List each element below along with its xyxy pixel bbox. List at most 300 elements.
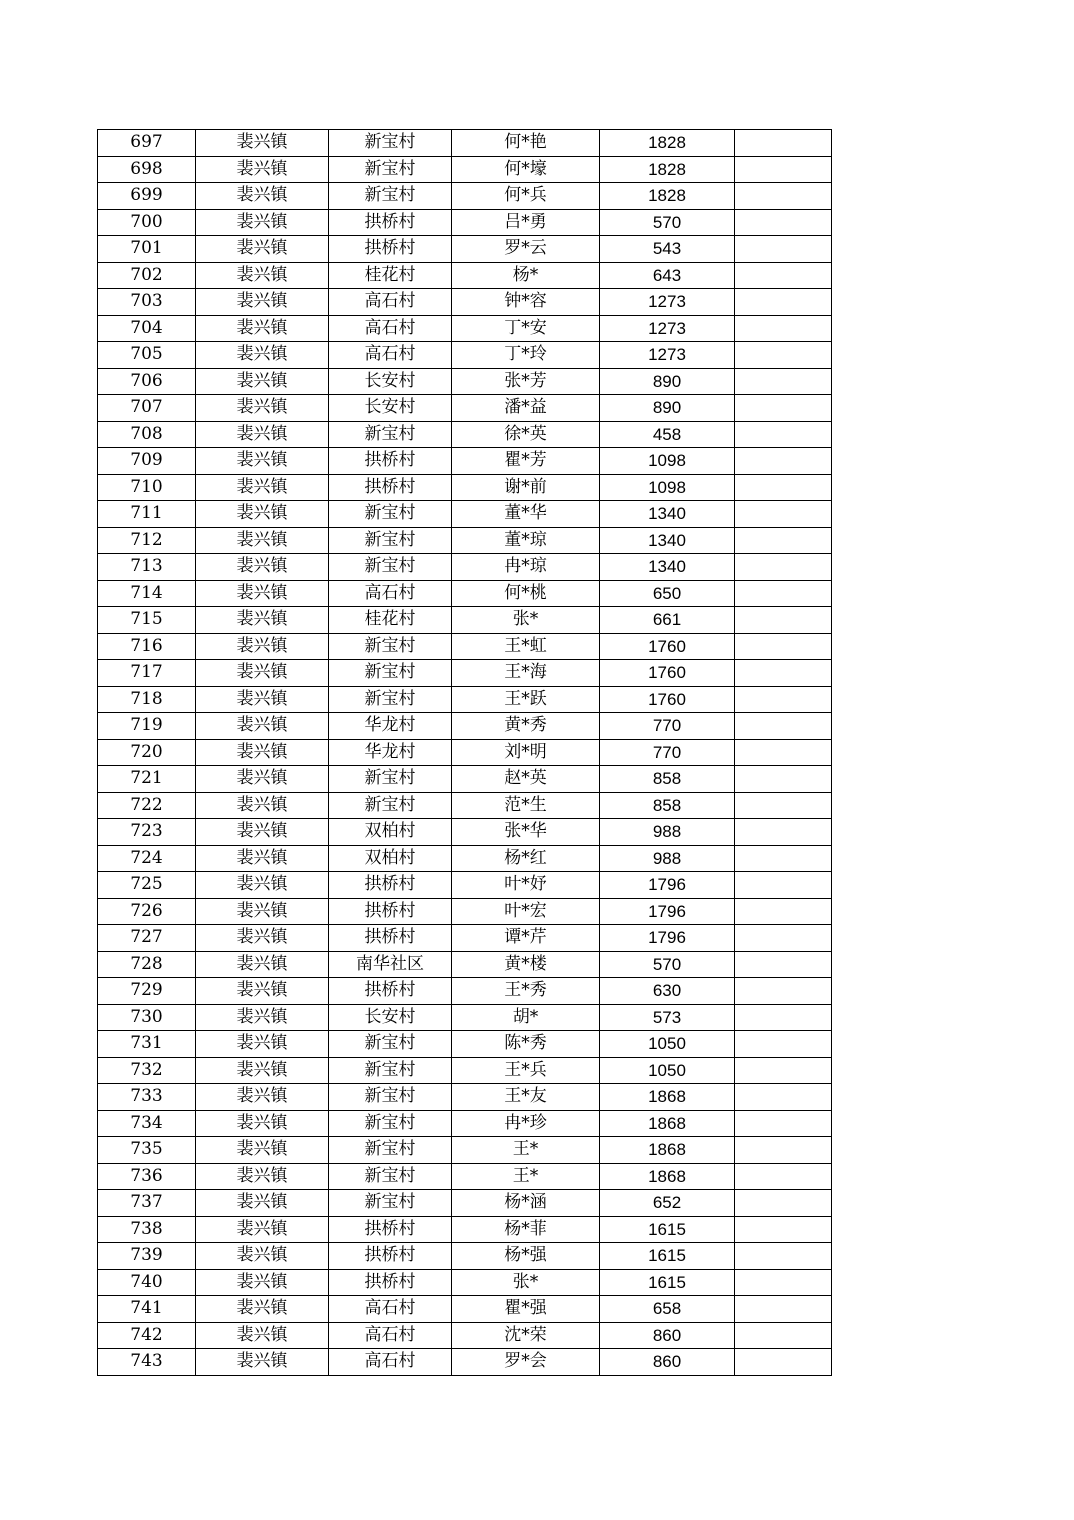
cell-name: 瞿*芳 [452,448,600,475]
cell-amount: 1796 [600,872,735,899]
cell-village: 长安村 [329,395,452,422]
cell-note [735,978,832,1005]
cell-town: 裴兴镇 [196,872,329,899]
table-row [98,1137,832,1164]
table-row [98,342,832,369]
cell-name: 冉*珍 [452,1110,600,1137]
cell-town: 裴兴镇 [196,1137,329,1164]
table-row [98,1349,832,1376]
table-row [98,819,832,846]
cell-number: 709 [98,448,196,475]
cell-note [735,1322,832,1349]
cell-number: 713 [98,554,196,581]
cell-note [735,368,832,395]
cell-name: 何*兵 [452,183,600,210]
cell-number: 741 [98,1296,196,1323]
cell-name: 叶*宏 [452,898,600,925]
cell-note [735,792,832,819]
cell-note [735,554,832,581]
cell-name: 冉*琼 [452,554,600,581]
cell-town: 裴兴镇 [196,1269,329,1296]
cell-number: 734 [98,1110,196,1137]
cell-name: 瞿*强 [452,1296,600,1323]
cell-town: 裴兴镇 [196,686,329,713]
cell-amount: 1615 [600,1243,735,1270]
cell-village: 高石村 [329,1349,452,1376]
cell-name: 刘*明 [452,739,600,766]
cell-town: 裴兴镇 [196,395,329,422]
cell-village: 高石村 [329,580,452,607]
cell-village: 双柏村 [329,845,452,872]
cell-amount: 890 [600,395,735,422]
table-row [98,713,832,740]
cell-amount: 988 [600,845,735,872]
table-row [98,262,832,289]
table-row [98,554,832,581]
cell-name: 陈*秀 [452,1031,600,1058]
cell-amount: 570 [600,951,735,978]
cell-note [735,607,832,634]
cell-number: 715 [98,607,196,634]
cell-number: 711 [98,501,196,528]
cell-village: 华龙村 [329,739,452,766]
cell-town: 裴兴镇 [196,845,329,872]
cell-town: 裴兴镇 [196,183,329,210]
cell-note [735,633,832,660]
cell-town: 裴兴镇 [196,1031,329,1058]
cell-name: 何*壕 [452,156,600,183]
cell-number: 738 [98,1216,196,1243]
cell-amount: 630 [600,978,735,1005]
cell-town: 裴兴镇 [196,342,329,369]
cell-village: 拱桥村 [329,1243,452,1270]
cell-number: 710 [98,474,196,501]
cell-note [735,898,832,925]
cell-amount: 573 [600,1004,735,1031]
cell-amount: 658 [600,1296,735,1323]
cell-village: 新宝村 [329,421,452,448]
cell-town: 裴兴镇 [196,501,329,528]
cell-amount: 860 [600,1322,735,1349]
cell-village: 新宝村 [329,1137,452,1164]
table-row [98,766,832,793]
cell-name: 杨*涵 [452,1190,600,1217]
cell-village: 新宝村 [329,633,452,660]
cell-amount: 1760 [600,633,735,660]
cell-note [735,1163,832,1190]
cell-number: 728 [98,951,196,978]
table-row [98,607,832,634]
cell-town: 裴兴镇 [196,130,329,157]
cell-town: 裴兴镇 [196,156,329,183]
cell-name: 罗*云 [452,236,600,263]
cell-name: 杨* [452,262,600,289]
cell-town: 裴兴镇 [196,580,329,607]
cell-amount: 860 [600,1349,735,1376]
cell-town: 裴兴镇 [196,660,329,687]
cell-note [735,1216,832,1243]
cell-number: 701 [98,236,196,263]
cell-name: 胡* [452,1004,600,1031]
table-row [98,739,832,766]
cell-village: 拱桥村 [329,236,452,263]
cell-town: 裴兴镇 [196,527,329,554]
cell-note [735,686,832,713]
cell-village: 高石村 [329,289,452,316]
cell-town: 裴兴镇 [196,289,329,316]
cell-amount: 1868 [600,1163,735,1190]
cell-note [735,1110,832,1137]
cell-note [735,872,832,899]
cell-note [735,395,832,422]
cell-village: 拱桥村 [329,872,452,899]
cell-name: 罗*会 [452,1349,600,1376]
cell-amount: 1340 [600,527,735,554]
cell-village: 新宝村 [329,1110,452,1137]
cell-note [735,1137,832,1164]
cell-town: 裴兴镇 [196,739,329,766]
table-row [98,236,832,263]
cell-note [735,501,832,528]
cell-name: 王*秀 [452,978,600,1005]
cell-town: 裴兴镇 [196,368,329,395]
cell-number: 735 [98,1137,196,1164]
cell-name: 董*华 [452,501,600,528]
cell-number: 712 [98,527,196,554]
cell-name: 张* [452,1269,600,1296]
cell-number: 725 [98,872,196,899]
cell-town: 裴兴镇 [196,766,329,793]
cell-town: 裴兴镇 [196,315,329,342]
cell-village: 高石村 [329,1322,452,1349]
cell-note [735,713,832,740]
table-row [98,580,832,607]
cell-number: 736 [98,1163,196,1190]
cell-note [735,236,832,263]
cell-village: 新宝村 [329,501,452,528]
cell-note [735,1004,832,1031]
cell-amount: 858 [600,766,735,793]
cell-village: 南华社区 [329,951,452,978]
cell-note [735,130,832,157]
cell-village: 拱桥村 [329,1269,452,1296]
cell-name: 叶*妤 [452,872,600,899]
cell-number: 721 [98,766,196,793]
cell-name: 丁*安 [452,315,600,342]
cell-amount: 1098 [600,474,735,501]
table-row [98,1057,832,1084]
cell-name: 何*桃 [452,580,600,607]
cell-village: 拱桥村 [329,474,452,501]
table-row [98,951,832,978]
table-row [98,289,832,316]
cell-town: 裴兴镇 [196,1296,329,1323]
cell-amount: 770 [600,739,735,766]
cell-town: 裴兴镇 [196,792,329,819]
table-row [98,872,832,899]
cell-village: 新宝村 [329,766,452,793]
cell-name: 范*生 [452,792,600,819]
table-row [98,1110,832,1137]
cell-village: 新宝村 [329,792,452,819]
cell-village: 双柏村 [329,819,452,846]
cell-village: 高石村 [329,315,452,342]
cell-number: 707 [98,395,196,422]
table-row [98,501,832,528]
cell-amount: 858 [600,792,735,819]
cell-number: 732 [98,1057,196,1084]
cell-name: 王*兵 [452,1057,600,1084]
cell-note [735,1084,832,1111]
cell-village: 桂花村 [329,262,452,289]
cell-town: 裴兴镇 [196,898,329,925]
cell-amount: 661 [600,607,735,634]
cell-number: 700 [98,209,196,236]
data-table [97,129,832,1376]
table-row [98,130,832,157]
cell-amount: 1615 [600,1269,735,1296]
cell-town: 裴兴镇 [196,819,329,846]
cell-number: 739 [98,1243,196,1270]
cell-name: 张*华 [452,819,600,846]
cell-town: 裴兴镇 [196,421,329,448]
cell-number: 719 [98,713,196,740]
cell-amount: 1050 [600,1031,735,1058]
cell-note [735,1243,832,1270]
cell-town: 裴兴镇 [196,713,329,740]
cell-amount: 1760 [600,686,735,713]
table-row [98,527,832,554]
cell-number: 697 [98,130,196,157]
cell-note [735,448,832,475]
cell-name: 王*海 [452,660,600,687]
table-row [98,1322,832,1349]
cell-amount: 458 [600,421,735,448]
cell-village: 新宝村 [329,1084,452,1111]
cell-note [735,1349,832,1376]
cell-town: 裴兴镇 [196,951,329,978]
cell-number: 716 [98,633,196,660]
cell-amount: 652 [600,1190,735,1217]
table-row [98,660,832,687]
cell-name: 杨*菲 [452,1216,600,1243]
cell-number: 706 [98,368,196,395]
table-row [98,1269,832,1296]
cell-village: 高石村 [329,1296,452,1323]
cell-name: 何*艳 [452,130,600,157]
cell-amount: 890 [600,368,735,395]
cell-village: 拱桥村 [329,1216,452,1243]
cell-note [735,209,832,236]
cell-village: 新宝村 [329,660,452,687]
cell-number: 743 [98,1349,196,1376]
cell-village: 新宝村 [329,527,452,554]
cell-name: 王* [452,1137,600,1164]
cell-note [735,766,832,793]
cell-town: 裴兴镇 [196,1057,329,1084]
cell-number: 722 [98,792,196,819]
cell-village: 新宝村 [329,1031,452,1058]
cell-village: 拱桥村 [329,898,452,925]
table-row [98,395,832,422]
cell-number: 705 [98,342,196,369]
table-row [98,925,832,952]
cell-amount: 1098 [600,448,735,475]
cell-village: 新宝村 [329,130,452,157]
cell-amount: 1273 [600,342,735,369]
table-row [98,792,832,819]
cell-note [735,819,832,846]
cell-amount: 770 [600,713,735,740]
table-row [98,978,832,1005]
table-row [98,845,832,872]
cell-name: 王*跃 [452,686,600,713]
cell-note [735,1190,832,1217]
cell-name: 黄*秀 [452,713,600,740]
table-row [98,1004,832,1031]
cell-town: 裴兴镇 [196,1110,329,1137]
cell-town: 裴兴镇 [196,633,329,660]
cell-town: 裴兴镇 [196,1004,329,1031]
cell-note [735,580,832,607]
cell-amount: 1050 [600,1057,735,1084]
cell-village: 长安村 [329,368,452,395]
cell-name: 丁*玲 [452,342,600,369]
cell-note [735,951,832,978]
cell-town: 裴兴镇 [196,236,329,263]
cell-amount: 1796 [600,898,735,925]
table-row [98,1084,832,1111]
cell-amount: 1868 [600,1137,735,1164]
cell-note [735,289,832,316]
cell-number: 726 [98,898,196,925]
cell-number: 733 [98,1084,196,1111]
cell-number: 737 [98,1190,196,1217]
cell-village: 华龙村 [329,713,452,740]
cell-amount: 1828 [600,183,735,210]
table-body [98,130,832,1376]
cell-note [735,845,832,872]
cell-number: 699 [98,183,196,210]
cell-number: 724 [98,845,196,872]
cell-number: 731 [98,1031,196,1058]
cell-village: 新宝村 [329,1163,452,1190]
cell-name: 杨*强 [452,1243,600,1270]
cell-amount: 1868 [600,1110,735,1137]
cell-name: 王*虹 [452,633,600,660]
cell-number: 702 [98,262,196,289]
cell-village: 拱桥村 [329,978,452,1005]
cell-name: 吕*勇 [452,209,600,236]
cell-town: 裴兴镇 [196,1322,329,1349]
cell-town: 裴兴镇 [196,925,329,952]
cell-name: 赵*英 [452,766,600,793]
cell-number: 730 [98,1004,196,1031]
table-row [98,156,832,183]
cell-village: 新宝村 [329,1190,452,1217]
cell-village: 新宝村 [329,554,452,581]
cell-amount: 543 [600,236,735,263]
cell-amount: 1868 [600,1084,735,1111]
cell-note [735,739,832,766]
cell-note [735,474,832,501]
cell-number: 698 [98,156,196,183]
table-row [98,1216,832,1243]
cell-village: 拱桥村 [329,925,452,952]
table-row [98,368,832,395]
cell-note [735,660,832,687]
cell-number: 704 [98,315,196,342]
cell-village: 新宝村 [329,686,452,713]
cell-amount: 1273 [600,289,735,316]
cell-number: 717 [98,660,196,687]
cell-name: 王* [452,1163,600,1190]
cell-amount: 1340 [600,554,735,581]
table-row [98,686,832,713]
cell-name: 董*琼 [452,527,600,554]
cell-town: 裴兴镇 [196,1190,329,1217]
table-row [98,1190,832,1217]
cell-amount: 1340 [600,501,735,528]
cell-town: 裴兴镇 [196,1243,329,1270]
cell-name: 沈*荣 [452,1322,600,1349]
cell-number: 742 [98,1322,196,1349]
table-row [98,898,832,925]
cell-note [735,342,832,369]
cell-note [735,1296,832,1323]
table-row [98,1296,832,1323]
table-row [98,421,832,448]
cell-amount: 570 [600,209,735,236]
cell-amount: 643 [600,262,735,289]
cell-town: 裴兴镇 [196,1084,329,1111]
cell-village: 桂花村 [329,607,452,634]
cell-note [735,527,832,554]
cell-note [735,315,832,342]
cell-town: 裴兴镇 [196,607,329,634]
table-row [98,474,832,501]
cell-amount: 1760 [600,660,735,687]
table-row [98,633,832,660]
cell-name: 徐*英 [452,421,600,448]
cell-town: 裴兴镇 [196,1349,329,1376]
cell-note [735,183,832,210]
cell-name: 王*友 [452,1084,600,1111]
cell-name: 潘*益 [452,395,600,422]
table-row [98,315,832,342]
table-row [98,1243,832,1270]
cell-note [735,156,832,183]
cell-name: 张*芳 [452,368,600,395]
cell-number: 720 [98,739,196,766]
cell-village: 新宝村 [329,183,452,210]
cell-amount: 1615 [600,1216,735,1243]
cell-village: 拱桥村 [329,209,452,236]
cell-number: 740 [98,1269,196,1296]
cell-note [735,925,832,952]
cell-note [735,1269,832,1296]
cell-note [735,1057,832,1084]
cell-town: 裴兴镇 [196,209,329,236]
cell-number: 708 [98,421,196,448]
cell-village: 长安村 [329,1004,452,1031]
table-row [98,1163,832,1190]
table-row [98,183,832,210]
cell-note [735,262,832,289]
cell-number: 723 [98,819,196,846]
cell-number: 727 [98,925,196,952]
cell-town: 裴兴镇 [196,1163,329,1190]
